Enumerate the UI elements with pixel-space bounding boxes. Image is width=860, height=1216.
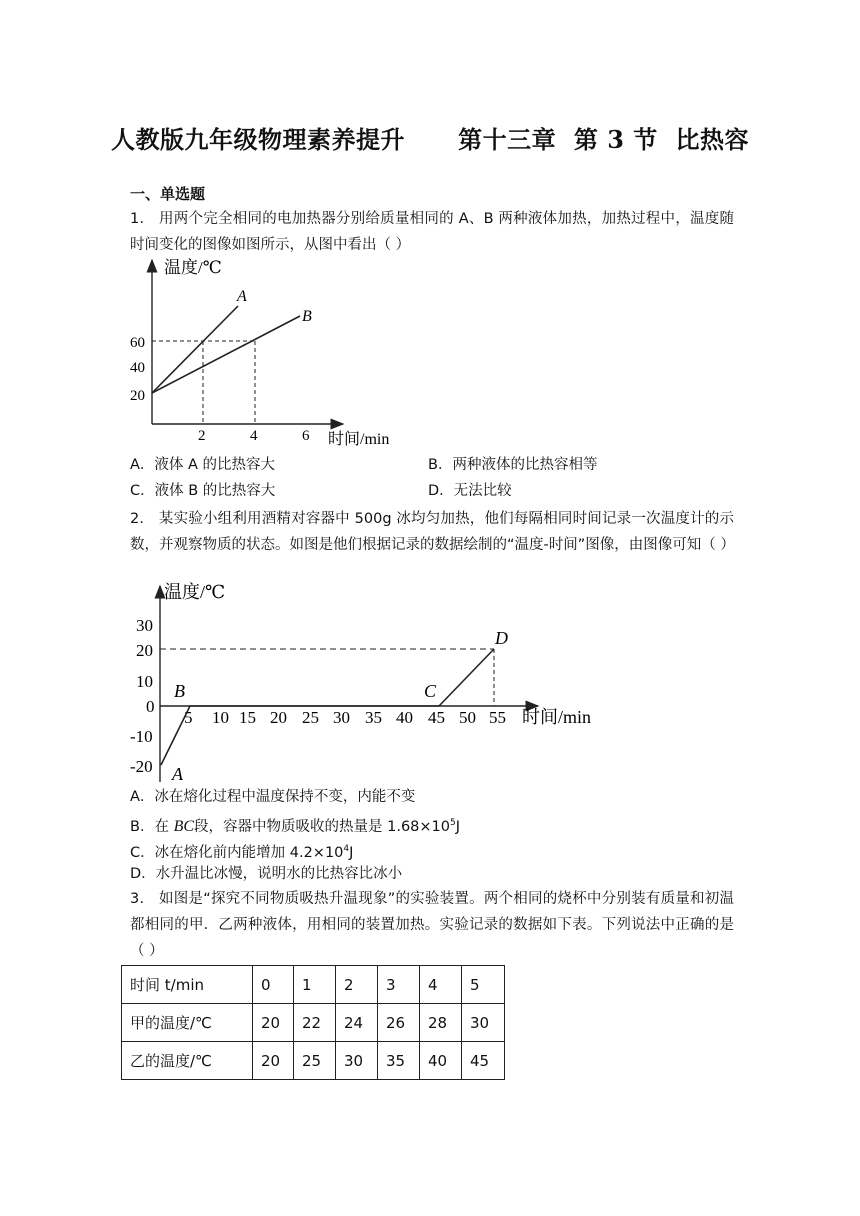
x-tick-label: 2 <box>198 428 206 444</box>
y-tick-label: 20 <box>136 641 153 660</box>
q2-option-b: B．在 BC段，容器中物质吸收的热量是 $1.68\times 10^5J$ <box>130 817 461 835</box>
q2-option-c: C．冰在熔化前内能增加 $4.2\times 10^4J$ <box>130 844 354 861</box>
series-b-label: B <box>302 308 312 325</box>
x-tick-label: 5 <box>184 708 193 727</box>
x-tick-label: 25 <box>302 708 319 727</box>
table-cell: 1 <box>294 966 336 1004</box>
table-row <box>122 1042 505 1080</box>
table-cell: 20 <box>253 1042 294 1080</box>
x-tick-label: 35 <box>365 708 382 727</box>
x-tick-label: 55 <box>489 708 506 727</box>
q2-option-d: D．水升温比冰慢，说明水的比热容比冰小 <box>130 866 403 882</box>
y-tick-label: 40 <box>130 360 145 376</box>
x-tick-labels <box>184 708 506 727</box>
x-tick-label: 30 <box>333 708 350 727</box>
q1-option-c: C．液体 B 的比热容大 <box>130 483 276 499</box>
table-row <box>122 1004 505 1042</box>
y-tick-label: -10 <box>130 727 153 746</box>
x-tick-label: 4 <box>250 428 258 444</box>
table-cell: 0 <box>253 966 294 1004</box>
y-axis-label: 温度/℃ <box>164 258 222 277</box>
q1-option-a: A．液体 A 的比热容大 <box>130 457 276 473</box>
table-cell: 5 <box>462 966 505 1004</box>
x-tick-label: 40 <box>396 708 413 727</box>
x-tick-label: 6 <box>302 428 310 444</box>
q1-option-d: D．无法比较 <box>428 483 512 499</box>
x-axis-label: 时间/min <box>522 707 592 727</box>
table-cell: 45 <box>462 1042 505 1080</box>
chart-q1 <box>128 252 408 452</box>
table-cell: 22 <box>294 1004 336 1042</box>
y-tick-label: 60 <box>130 335 145 351</box>
table-cell: 乙的温度/℃ <box>122 1042 253 1080</box>
table-row <box>122 966 505 1004</box>
y-axis-label: 温度/℃ <box>164 582 226 602</box>
x-tick-label: 10 <box>212 708 229 727</box>
point-label-a: A <box>172 764 183 784</box>
y-tick-label: 30 <box>136 616 153 635</box>
melting-curve <box>161 649 494 765</box>
table-cell: 20 <box>253 1004 294 1042</box>
x-tick-label: 50 <box>459 708 476 727</box>
q1-stem: 1． 用两个完全相同的电加热器分别给质量相同的 A、B 两种液体加热，加热过程中，温度随时间变化的图像如图所示，从图中看出（ ） <box>130 211 734 253</box>
point-label-b: B <box>174 681 185 701</box>
y-tick-label: 10 <box>136 672 153 691</box>
x-axis-label: 时间/min <box>328 431 390 448</box>
table-cell: 24 <box>336 1004 378 1042</box>
table-cell: 40 <box>420 1042 462 1080</box>
table-cell: 25 <box>294 1042 336 1080</box>
table-cell: 35 <box>378 1042 420 1080</box>
chart-q2 <box>128 580 608 785</box>
table-cell: 30 <box>462 1004 505 1042</box>
page-title: 人教版九年级物理素养提升 第十三章 第 3 节 比热容 <box>111 125 749 154</box>
series-a-label: A <box>237 288 247 305</box>
table-cell: 甲的温度/℃ <box>122 1004 253 1042</box>
x-tick-label: 15 <box>239 708 256 727</box>
q2-stem: 2． 某实验小组利用酒精对容器中 500g 冰均匀加热，他们每隔相同时间记录一次温度计的示数，并观察物质的状态。如图是他们根据记录的数据绘制的“温度-时间”图像，由图像可知（ ） <box>130 511 735 553</box>
y-tick-label: 20 <box>130 388 145 404</box>
section-heading: 一、单选题 <box>130 185 206 203</box>
x-tick-label: 45 <box>428 708 445 727</box>
y-tick-label: -20 <box>130 757 153 776</box>
point-label-d: D <box>495 628 508 648</box>
table-cell: 26 <box>378 1004 420 1042</box>
table-cell: 3 <box>378 966 420 1004</box>
x-tick-label: 20 <box>270 708 287 727</box>
series-a-line <box>152 306 238 393</box>
series-b-line <box>152 316 300 393</box>
table-cell: 28 <box>420 1004 462 1042</box>
data-table <box>121 965 505 1080</box>
table-cell: 30 <box>336 1042 378 1080</box>
q3-stem: 3． 如图是“探究不同物质吸热升温现象”的实验装置。两个相同的烧杯中分别装有质量和初温都相同的甲．乙两种液体，用相同的装置加热。实验记录的数据如下表。下列说法中正确的是（ ） <box>130 891 734 959</box>
q2-option-a: A．冰在熔化过程中温度保持不变，内能不变 <box>130 789 416 805</box>
table-cell: 2 <box>336 966 378 1004</box>
q1-option-b: B．两种液体的比热容相等 <box>428 457 598 473</box>
table-cell: 4 <box>420 966 462 1004</box>
y-tick-label: 0 <box>146 697 155 716</box>
table-cell: 时间 t/min <box>122 966 253 1004</box>
point-label-c: C <box>424 681 437 701</box>
